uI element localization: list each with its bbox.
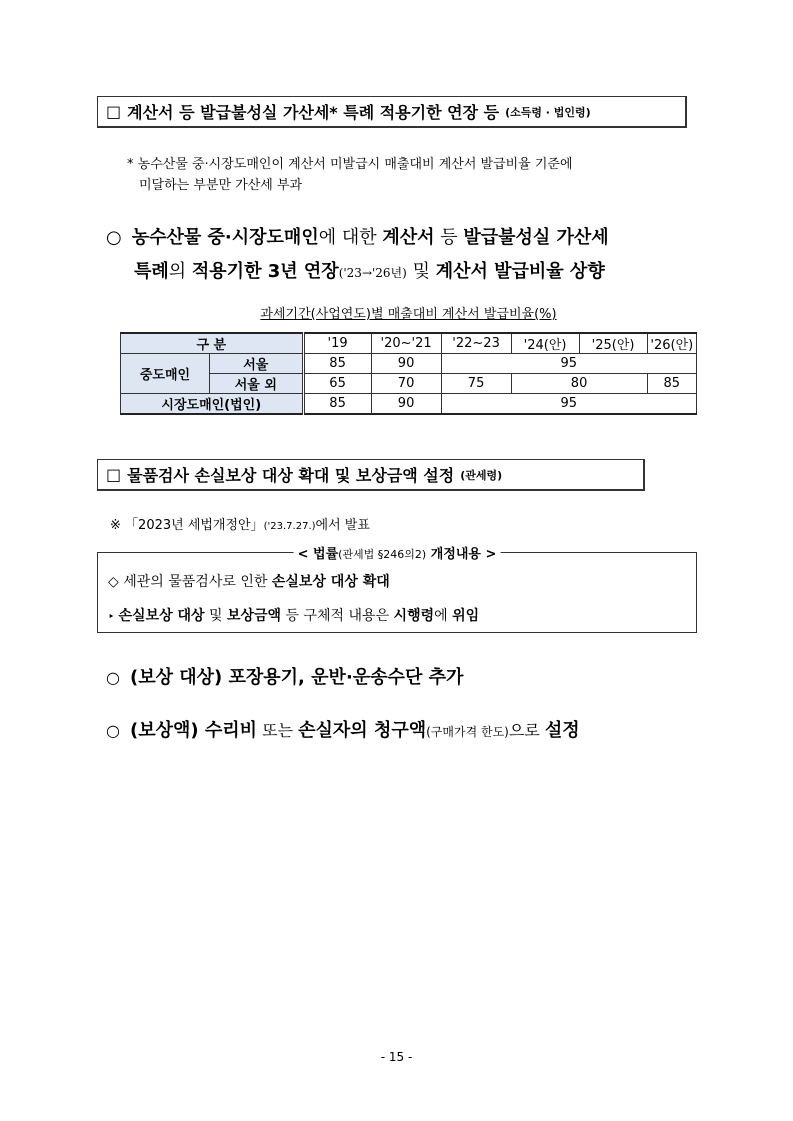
section2-title-text: 물품검사 손실보상 대상 확대 및 보상금액 설정 [127,466,455,485]
law-line-1 [108,571,390,591]
note-t3: 에서 발표 [315,518,370,533]
b4-t2: 또는 [257,721,299,740]
announce-note [110,514,370,533]
row-label: 서울 [210,354,304,374]
law-l2-t3: 보상금액 [226,608,282,624]
b2-t5: 및 [406,261,436,282]
b4-t5: 으로 [508,721,545,740]
diamond-icon: ◇ [108,574,119,590]
b1-t3: 계산서 [382,227,435,248]
table-row [121,394,697,415]
ratio-table [120,332,697,415]
section2-title-sub: (관세령) [460,468,503,482]
table-header-cell: '22~23 [441,333,511,354]
law-box-heading [294,543,501,562]
b4-t3: 손실자의 청구액 [298,720,427,741]
b1-t2: 에 대한 [318,227,383,248]
footnote-line2: 미달하는 부분만 가산세 부과 [139,178,303,193]
law-amendment-box [97,547,697,633]
table-header-cell: '24(안) [511,333,579,354]
law-line-2 [108,605,479,625]
law-l1-t1: 세관의 물품검사로 인한 [118,574,272,590]
law-l2-t1: 손실보상 대상 [118,608,205,624]
table-row [121,354,697,374]
table-caption: 과세기간(사업연도)별 매출대비 계산서 발급비율(%) [260,307,557,322]
bullet-1-cont [134,256,605,289]
b2-t2: 의 [168,261,192,282]
note-t1: 「2023년 세법개정안」 [125,518,264,533]
table-cell: 90 [371,394,441,415]
b2-t6: 계산서 발급비율 상향 [435,261,605,282]
reference-mark-icon: ※ [110,518,121,533]
section1-title-sub: (소득령 · 법인령) [505,105,591,119]
table-row [121,333,697,354]
b1-t4: 등 [434,227,464,248]
table-cell: 95 [441,354,696,374]
bullet-1 [106,222,609,254]
b2-t1: 특례 [134,261,169,282]
checkbox-icon: □ [106,102,122,121]
b4-t4: (구매가격 한도) [426,725,509,739]
b2-t4: ('23→'26년) [338,266,407,280]
law-l2-t6: 에 [434,608,453,624]
law-l2-t2: 및 [204,608,227,624]
law-head-1: < [297,547,314,562]
bullet-circle-icon: ○ [106,668,120,687]
table-header-cell: '20~'21 [371,333,441,354]
table-header-cell: '25(안) [579,333,647,354]
group-label: 중도매인 [121,354,210,394]
bullet-3 [106,662,463,694]
b1-t5: 발급불성실 가산세 [463,227,609,248]
law-l2-t7: 위임 [452,608,480,624]
law-head-4: 개정내용 > [426,547,497,562]
table-cell: 70 [371,374,441,394]
note-t2: ('23.7.27.) [263,521,316,532]
table-header-cell: '26(안) [647,333,696,354]
b2-t3: 적용기한 3년 연장 [191,261,339,282]
b1-t1: 농수산물 중·시장도매인 [131,227,319,248]
page-number: - 15 - [380,1050,413,1064]
triangle-bullet-icon: ‣ [108,610,115,623]
bullet-4 [106,715,580,748]
section2-title [97,459,645,491]
table-header-cell: '19 [303,333,371,354]
row-label: 서울 외 [210,374,304,394]
row-label: 시장도매인(법인) [121,394,304,415]
law-l2-t4: 등 구체적 내용은 [281,608,394,624]
bullet-circle-icon: ○ [106,227,122,248]
table-cell: 75 [441,374,511,394]
footnote-line1: * 농수산물 중·시장도매인이 계산서 미발급시 매출대비 계산서 발급비율 기준에 [127,157,573,172]
b4-t1: (보상액) 수리비 [129,720,258,741]
law-l1-t2: 손실보상 대상 확대 [271,574,390,590]
section1-title [97,96,687,128]
checkbox-icon: □ [106,465,122,484]
table-cell: 85 [647,374,696,394]
law-head-3: (관세법 §246의2) [338,548,427,561]
b4-t6: 설정 [544,720,580,741]
law-l2-t5: 시행령 [393,608,435,624]
table-cell: 80 [511,374,647,394]
b3-t1: (보상 대상) 포장용기, 운반·운송수단 추가 [129,667,464,688]
table-header-cell: 구 분 [121,333,304,354]
law-head-2: 법률 [313,547,339,562]
footnote [127,154,707,196]
table-cell: 85 [303,394,371,415]
section1-title-text: 계산서 등 발급불성실 가산세* 특례 적용기한 연장 등 [127,103,500,122]
table-cell: 95 [441,394,696,415]
bullet-circle-icon: ○ [106,721,120,740]
table-cell: 65 [303,374,371,394]
table-cell: 85 [303,354,371,374]
table-cell: 90 [371,354,441,374]
